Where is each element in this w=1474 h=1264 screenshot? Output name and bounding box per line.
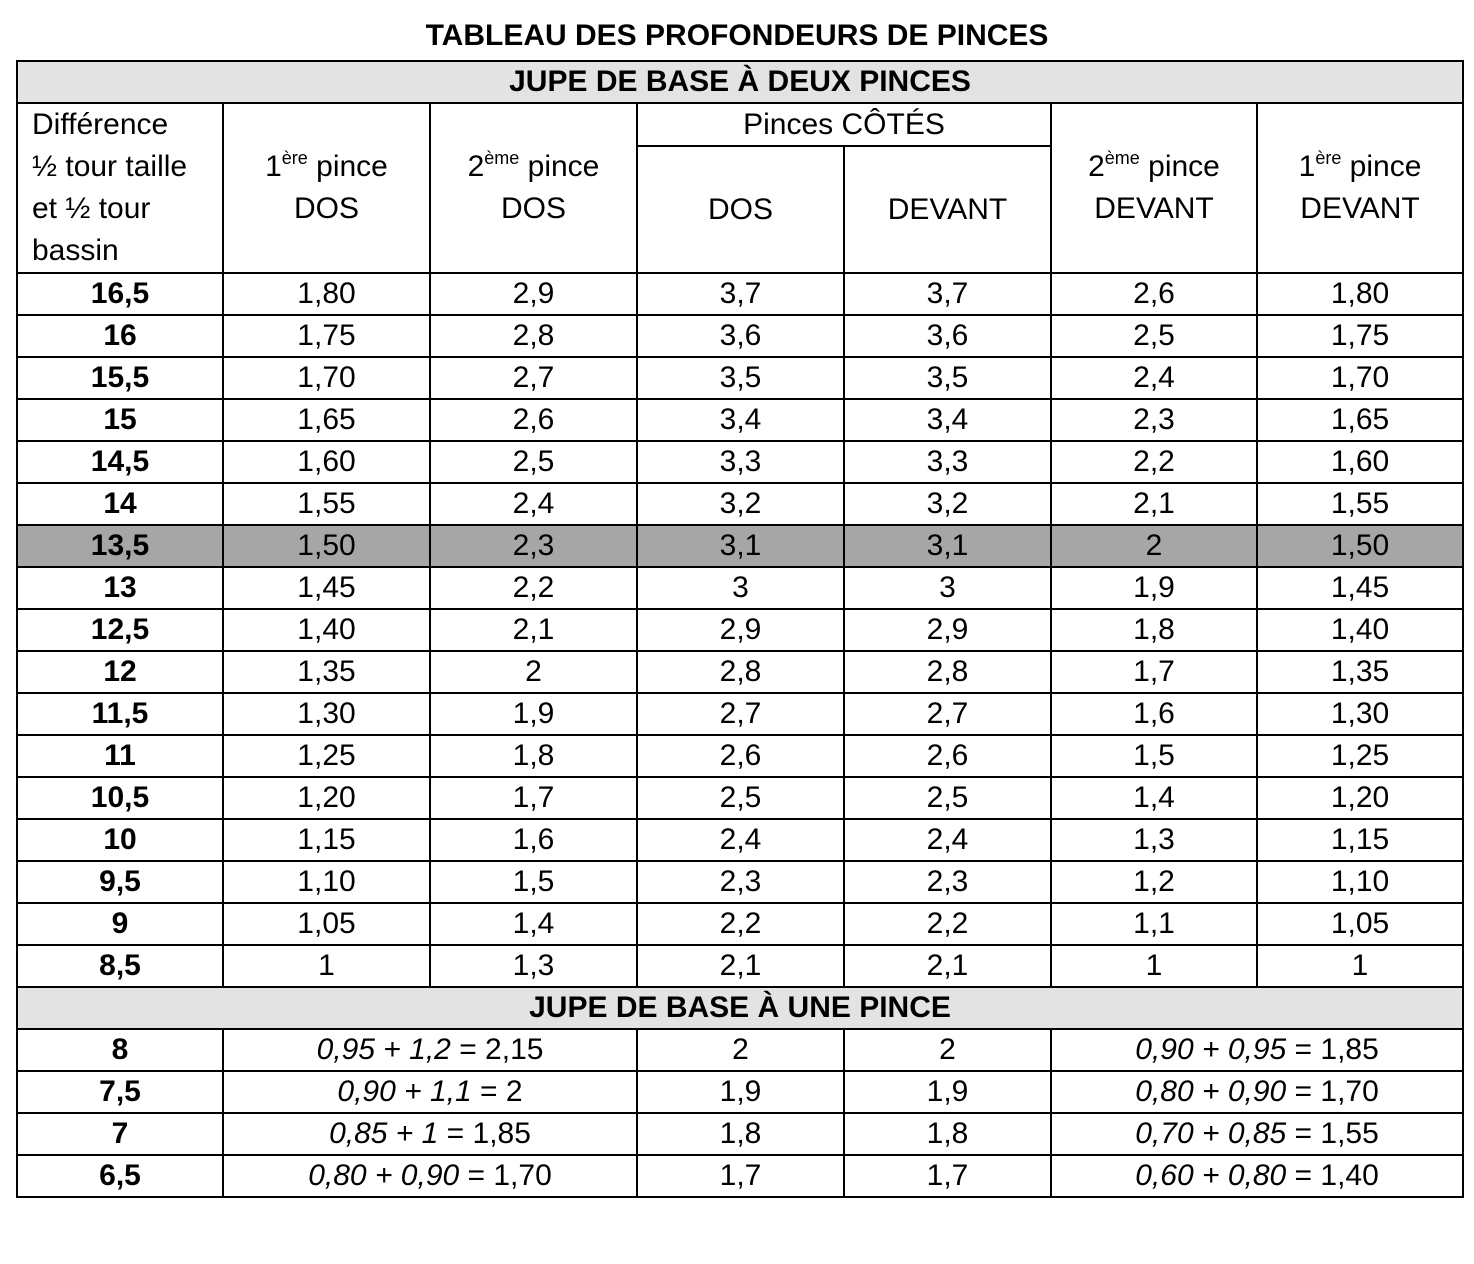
back-darts-sum: 0,95 + 1,2 [316, 1033, 451, 1066]
header-difference-line: et ½ tour [32, 192, 151, 225]
table-cell: 1,5 [1051, 735, 1257, 777]
table-cell: 3,4 [844, 399, 1051, 441]
row-label-cell: 11,5 [17, 693, 223, 735]
table-cell: 3,6 [637, 315, 844, 357]
row-label-cell: 7 [17, 1113, 223, 1155]
header-second-dart-front [1051, 103, 1257, 273]
back-darts-sum: 0,90 + 1,1 [337, 1075, 472, 1108]
row-label-cell: 15 [17, 399, 223, 441]
table-cell: 1,75 [1257, 315, 1463, 357]
header-difference-line: ½ tour taille [32, 150, 188, 183]
table-cell: 2,8 [430, 315, 637, 357]
row-label-cell: 11 [17, 735, 223, 777]
table-cell: 1,70 [1257, 357, 1463, 399]
table-cell: 2,9 [844, 609, 1051, 651]
table-cell: 1,75 [223, 315, 430, 357]
header-sub: DEVANT [1300, 192, 1420, 225]
back-darts-total: = 1,85 [438, 1117, 531, 1150]
table-cell: 2,6 [637, 735, 844, 777]
table-cell: 1 [1051, 945, 1257, 987]
table-cell: 1,8 [1051, 609, 1257, 651]
table-cell: 3,1 [844, 525, 1051, 567]
table-row [17, 1029, 1463, 1071]
table-cell: 3 [637, 567, 844, 609]
table-cell: 1,65 [1257, 399, 1463, 441]
table-row [17, 357, 1463, 399]
table-cell: 2,5 [1051, 315, 1257, 357]
table-cell: 3,5 [844, 357, 1051, 399]
front-darts-total: = 1,85 [1286, 1033, 1379, 1066]
table-cell: 1,6 [430, 819, 637, 861]
column-header-row [17, 103, 1463, 146]
header-word: pince [1341, 150, 1422, 183]
table-cell: 3,2 [637, 483, 844, 525]
table-cell: 1,05 [1257, 903, 1463, 945]
table-row [17, 735, 1463, 777]
dart-depth-table [16, 60, 1464, 1198]
table-row [17, 315, 1463, 357]
header-line [1258, 146, 1462, 188]
table-cell: 2,5 [844, 777, 1051, 819]
table-row [17, 777, 1463, 819]
table-cell: 1,5 [430, 861, 637, 903]
table-cell: 1,50 [223, 525, 430, 567]
row-label-cell: 15,5 [17, 357, 223, 399]
table-cell: 1,40 [1257, 609, 1463, 651]
header-difference [17, 103, 223, 273]
back-darts-sum: 0,80 + 0,90 [308, 1159, 460, 1192]
table-cell: 1,55 [1257, 483, 1463, 525]
table-cell: 2,9 [430, 273, 637, 315]
table-cell: 1,2 [1051, 861, 1257, 903]
back-darts-sum-cell [223, 1113, 637, 1155]
header-side-front: DEVANT [844, 146, 1051, 273]
header-word: pince [519, 150, 600, 183]
table-cell: 1,80 [223, 273, 430, 315]
table-cell: 1,25 [1257, 735, 1463, 777]
back-darts-total: = 2,15 [450, 1033, 544, 1066]
table-cell: 1,35 [223, 651, 430, 693]
table-cell: 3 [844, 567, 1051, 609]
row-label-cell: 16 [17, 315, 223, 357]
front-darts-sum: 0,70 + 0,85 [1135, 1117, 1287, 1150]
header-line [431, 146, 636, 188]
table-cell: 1,4 [430, 903, 637, 945]
table-cell: 1,6 [1051, 693, 1257, 735]
header-num: 2 [467, 150, 485, 183]
table-cell: 1,7 [844, 1155, 1051, 1197]
table-cell: 2,4 [844, 819, 1051, 861]
table-body [17, 61, 1463, 1197]
table-row [17, 1155, 1463, 1197]
back-darts-sum-cell [223, 1071, 637, 1113]
table-cell: 1 [223, 945, 430, 987]
table-cell: 1,55 [223, 483, 430, 525]
header-sup: ère [1315, 148, 1342, 168]
table-cell: 2,2 [637, 903, 844, 945]
header-num: 1 [265, 150, 282, 183]
table-cell: 1,8 [430, 735, 637, 777]
table-cell: 1,70 [223, 357, 430, 399]
table-cell: 3,2 [844, 483, 1051, 525]
row-label-cell: 6,5 [17, 1155, 223, 1197]
row-label-cell: 12,5 [17, 609, 223, 651]
table-cell: 3,7 [844, 273, 1051, 315]
row-label-cell: 13 [17, 567, 223, 609]
table-row [17, 861, 1463, 903]
row-label-cell: 10 [17, 819, 223, 861]
table-row [17, 567, 1463, 609]
header-difference-line: bassin [32, 234, 119, 267]
table-cell: 1,4 [1051, 777, 1257, 819]
header-sup: ème [1104, 148, 1140, 168]
table-cell: 2,9 [637, 609, 844, 651]
table-cell: 2,8 [637, 651, 844, 693]
table-cell: 3,7 [637, 273, 844, 315]
header-num: 1 [1298, 150, 1316, 183]
table-cell: 2 [1051, 525, 1257, 567]
table-cell: 2,3 [430, 525, 637, 567]
header-sub: DOS [293, 192, 359, 225]
table-row [17, 525, 1463, 567]
row-label-cell: 14 [17, 483, 223, 525]
back-darts-total: = 2 [471, 1075, 523, 1108]
table-cell: 3,5 [637, 357, 844, 399]
front-darts-sum: 0,90 + 0,95 [1135, 1033, 1287, 1066]
back-darts-sum-cell [223, 1029, 637, 1071]
table-cell: 1,45 [1257, 567, 1463, 609]
header-sub: DEVANT [1094, 192, 1214, 225]
table-cell: 2,1 [637, 945, 844, 987]
table-cell: 1,8 [637, 1113, 844, 1155]
table-cell: 2,2 [1051, 441, 1257, 483]
header-first-dart-front [1257, 103, 1463, 273]
header-word: pince [307, 150, 388, 183]
table-cell: 1,15 [223, 819, 430, 861]
header-sup: ère [281, 148, 308, 168]
header-first-dart-back [223, 103, 430, 273]
table-cell: 2,3 [637, 861, 844, 903]
table-cell: 1,30 [223, 693, 430, 735]
row-label-cell: 9 [17, 903, 223, 945]
table-cell: 2,7 [844, 693, 1051, 735]
table-cell: 2,2 [844, 903, 1051, 945]
table-cell: 1,20 [1257, 777, 1463, 819]
section-header-two-darts [17, 61, 1463, 103]
front-darts-sum-cell [1051, 1155, 1463, 1197]
front-darts-sum-cell [1051, 1113, 1463, 1155]
table-cell: 1 [1257, 945, 1463, 987]
header-word: pince [1139, 150, 1220, 183]
table-cell: 1,10 [223, 861, 430, 903]
table-cell: 2,6 [1051, 273, 1257, 315]
table-cell: 3,6 [844, 315, 1051, 357]
row-label-cell: 7,5 [17, 1071, 223, 1113]
section-title-two-darts: JUPE DE BASE À DEUX PINCES [17, 61, 1463, 103]
table-cell: 2 [430, 651, 637, 693]
table-cell: 1,40 [223, 609, 430, 651]
front-darts-sum: 0,80 + 0,90 [1135, 1075, 1287, 1108]
table-cell: 1,7 [430, 777, 637, 819]
table-row [17, 819, 1463, 861]
table-cell: 2,4 [637, 819, 844, 861]
table-cell: 1,20 [223, 777, 430, 819]
table-cell: 2,1 [430, 609, 637, 651]
table-cell: 1,9 [1051, 567, 1257, 609]
table-row [17, 693, 1463, 735]
table-cell: 1,35 [1257, 651, 1463, 693]
table-cell: 1,3 [430, 945, 637, 987]
table-cell: 1,1 [1051, 903, 1257, 945]
table-cell: 3,1 [637, 525, 844, 567]
table-row [17, 399, 1463, 441]
table-row [17, 609, 1463, 651]
table-cell: 3,4 [637, 399, 844, 441]
table-row [17, 1113, 1463, 1155]
table-cell: 2,5 [430, 441, 637, 483]
table-cell: 1,9 [637, 1071, 844, 1113]
front-darts-total: = 1,70 [1286, 1075, 1379, 1108]
table-cell: 2 [844, 1029, 1051, 1071]
header-line [224, 146, 429, 188]
table-cell: 3,3 [844, 441, 1051, 483]
header-side-back: DOS [637, 146, 844, 273]
table-cell: 2 [637, 1029, 844, 1071]
table-row [17, 483, 1463, 525]
front-darts-sum-cell [1051, 1071, 1463, 1113]
header-num: 2 [1088, 150, 1105, 183]
header-sub: DOS [500, 192, 566, 225]
table-cell: 1,60 [223, 441, 430, 483]
table-cell: 1,9 [844, 1071, 1051, 1113]
table-cell: 1,25 [223, 735, 430, 777]
table-row [17, 651, 1463, 693]
table-cell: 2,3 [844, 861, 1051, 903]
row-label-cell: 12 [17, 651, 223, 693]
row-label-cell: 13,5 [17, 525, 223, 567]
table-cell: 1,8 [844, 1113, 1051, 1155]
table-cell: 1,65 [223, 399, 430, 441]
back-darts-total: = 1,70 [459, 1159, 552, 1192]
table-cell: 3,3 [637, 441, 844, 483]
back-darts-sum-cell [223, 1155, 637, 1197]
table-cell: 2,6 [430, 399, 637, 441]
table-cell: 2,1 [1051, 483, 1257, 525]
table-cell: 1,7 [637, 1155, 844, 1197]
row-label-cell: 9,5 [17, 861, 223, 903]
table-cell: 1,15 [1257, 819, 1463, 861]
table-row [17, 903, 1463, 945]
table-cell: 1,3 [1051, 819, 1257, 861]
back-darts-sum: 0,85 + 1 [329, 1117, 439, 1150]
table-cell: 1,80 [1257, 273, 1463, 315]
table-cell: 2,7 [637, 693, 844, 735]
table-cell: 1,45 [223, 567, 430, 609]
header-line [1052, 146, 1256, 188]
header-second-dart-back [430, 103, 637, 273]
row-label-cell: 10,5 [17, 777, 223, 819]
table-row [17, 945, 1463, 987]
table-cell: 1,30 [1257, 693, 1463, 735]
table-cell: 1,60 [1257, 441, 1463, 483]
header-side-darts: Pinces CÔTÉS [637, 103, 1051, 146]
front-darts-total: = 1,40 [1286, 1159, 1379, 1192]
table-row [17, 441, 1463, 483]
row-label-cell: 14,5 [17, 441, 223, 483]
front-darts-total: = 1,55 [1286, 1117, 1379, 1150]
section-header-one-dart [17, 987, 1463, 1029]
table-cell: 2,2 [430, 567, 637, 609]
table-cell: 1,50 [1257, 525, 1463, 567]
table-cell: 2,7 [430, 357, 637, 399]
table-cell: 2,1 [844, 945, 1051, 987]
table-cell: 2,6 [844, 735, 1051, 777]
row-label-cell: 8 [17, 1029, 223, 1071]
header-difference-line: Différence [32, 108, 169, 141]
table-cell: 1,10 [1257, 861, 1463, 903]
row-label-cell: 16,5 [17, 273, 223, 315]
table-cell: 2,4 [430, 483, 637, 525]
front-darts-sum: 0,60 + 0,80 [1135, 1159, 1287, 1192]
row-label-cell: 8,5 [17, 945, 223, 987]
front-darts-sum-cell [1051, 1029, 1463, 1071]
table-cell: 2,4 [1051, 357, 1257, 399]
section-title-one-dart: JUPE DE BASE À UNE PINCE [17, 987, 1463, 1029]
table-cell: 2,8 [844, 651, 1051, 693]
table-cell: 2,5 [637, 777, 844, 819]
header-difference-lines [32, 104, 222, 272]
table-cell: 2,3 [1051, 399, 1257, 441]
page-title: TABLEAU DES PROFONDEURS DE PINCES [425, 19, 1049, 52]
header-sup: ème [484, 148, 520, 168]
table-cell: 1,7 [1051, 651, 1257, 693]
table-row [17, 1071, 1463, 1113]
table-cell: 1,05 [223, 903, 430, 945]
table-row [17, 273, 1463, 315]
table-cell: 1,9 [430, 693, 637, 735]
